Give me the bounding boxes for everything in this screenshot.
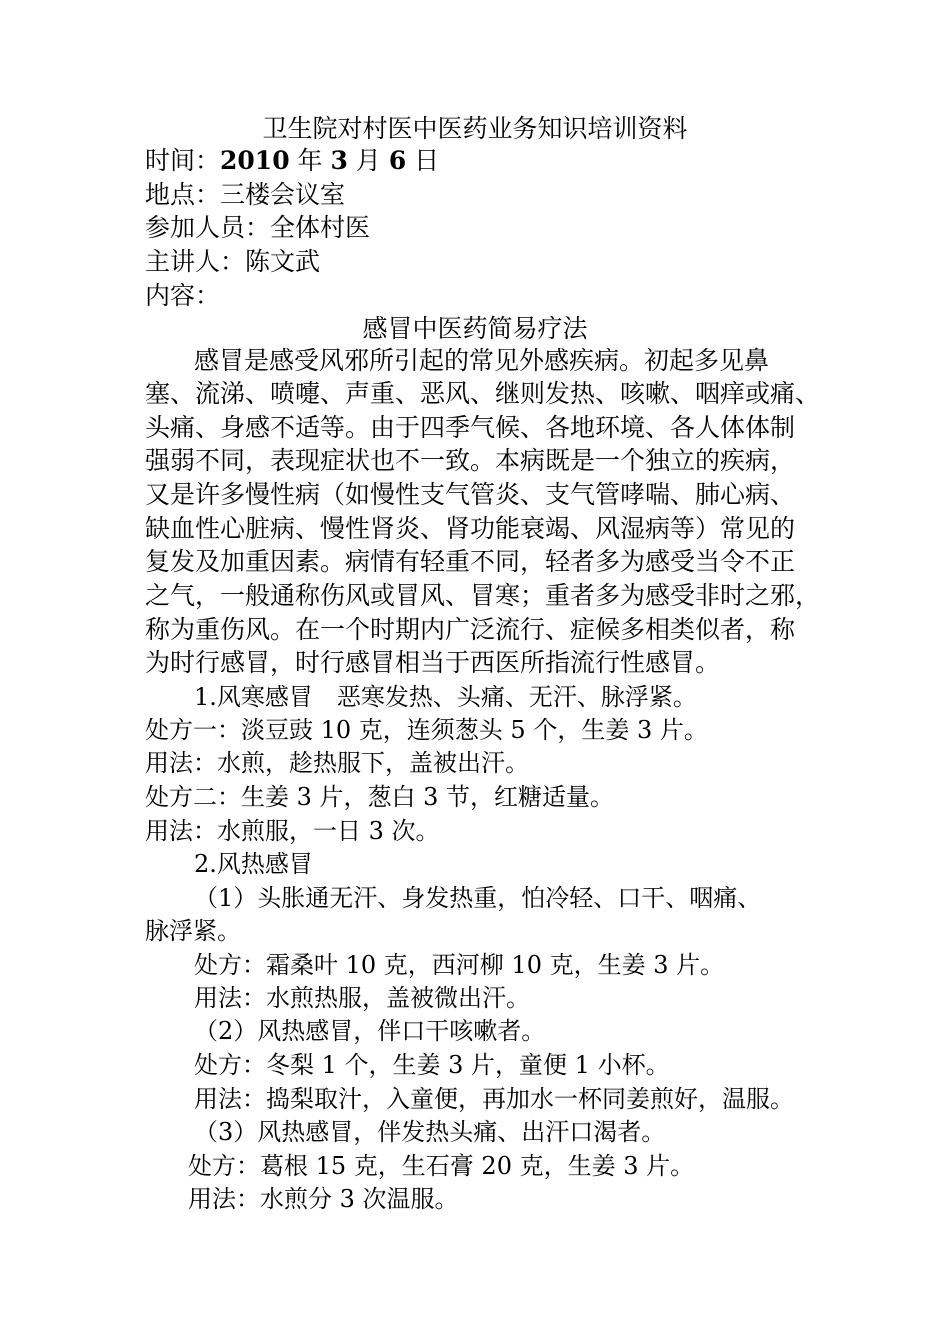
time-day-unit: 日 — [406, 146, 440, 175]
time-month-unit: 月 — [347, 146, 389, 175]
intro-line: 塞、流涕、喷嚏、声重、恶风、继则发热、咳嗽、咽痒或痛、 — [145, 379, 821, 408]
document-title: 卫生院对村医中医药业务知识培训资料 — [262, 114, 688, 143]
wind-heat-case-3-usage: 用法：水煎分 3 次温服。 — [188, 1185, 459, 1213]
intro-line: 复发及加重因素。病情有轻重不同，轻者多为感受当令不正 — [145, 547, 796, 576]
time-year-unit: 年 — [289, 146, 331, 175]
wind-heat-case-2-prescription: 处方：冬梨 1 个，生姜 3 片，童便 1 小杯。 — [194, 1051, 670, 1079]
intro-line: 之气，一般通称伤风或冒风、冒寒；重者多为感受非时之邪， — [145, 581, 821, 610]
wind-cold-usage-2: 用法：水煎服，一日 3 次。 — [145, 817, 440, 845]
wind-heat-case-1: （1）头胀通无汗、身发热重，怕冷轻、口干、咽痛、 — [194, 884, 762, 912]
intro-line: 强弱不同，表现症状也不一致。本病既是一个独立的疾病， — [145, 446, 796, 475]
meta-content-label: 内容： — [145, 281, 221, 310]
wind-cold-prescription-2: 处方二：生姜 3 片，葱白 3 节，红糖适量。 — [145, 783, 615, 811]
wind-heat-heading: 2.风热感冒 — [194, 850, 313, 878]
wind-heat-case-2: （2）风热感冒，伴口干咳嗽者。 — [194, 1017, 546, 1045]
meta-participants: 参加人员：全体村医 — [145, 213, 371, 242]
intro-line: 又是许多慢性病（如慢性支气管炎、支气管哮喘、肺心病、 — [145, 480, 796, 509]
time-month: 3 — [330, 146, 348, 175]
wind-cold-prescription-1: 处方一：淡豆豉 10 克，连须葱头 5 个，生姜 3 片。 — [145, 716, 708, 744]
wind-heat-case-3: （3）风热感冒，伴发热头痛、出汗口渴者。 — [194, 1118, 666, 1146]
wind-heat-case-3-prescription: 处方：葛根 15 克，生石膏 20 克，生姜 3 片。 — [188, 1152, 695, 1180]
meta-time — [145, 145, 439, 177]
wind-heat-case-1-prescription: 处方：霜桑叶 10 克，西河柳 10 克，生姜 3 片。 — [194, 951, 725, 979]
meta-speaker: 主讲人：陈文武 — [145, 247, 321, 276]
intro-line: 感冒是感受风邪所引起的常见外感疾病。初起多见鼻 — [194, 346, 770, 375]
section-title: 感冒中医药简易疗法 — [362, 314, 588, 343]
time-year: 2010 — [220, 146, 290, 175]
meta-place: 地点：三楼会议室 — [145, 180, 346, 209]
wind-heat-case-2-usage: 用法：捣梨取汁，入童便，再加水一杯同姜煎好，温服。 — [194, 1085, 794, 1113]
time-day: 6 — [388, 146, 407, 175]
intro-line: 缺血性心脏病、慢性肾炎、肾功能衰竭、风湿病等）常见的 — [145, 514, 796, 543]
intro-line: 头痛、身感不适等。由于四季气候、各地环境、各人体体制 — [145, 413, 796, 442]
wind-cold-usage-1: 用法：水煎，趁热服下，盖被出汗。 — [145, 749, 529, 777]
wind-heat-case-1-cont: 脉浮紧。 — [145, 917, 241, 945]
intro-line: 称为重伤风。在一个时期内广泛流行、症候多相类似者，称 — [145, 615, 796, 644]
wind-heat-case-1-usage: 用法：水煎热服，盖被微出汗。 — [194, 984, 530, 1012]
wind-cold-heading: 1.风寒感冒 恶寒发热、头痛、无汗、脉浮紧。 — [194, 683, 697, 711]
time-label: 时间： — [145, 146, 221, 175]
intro-line: 为时行感冒，时行感冒相当于西医所指流行性感冒。 — [145, 648, 721, 677]
